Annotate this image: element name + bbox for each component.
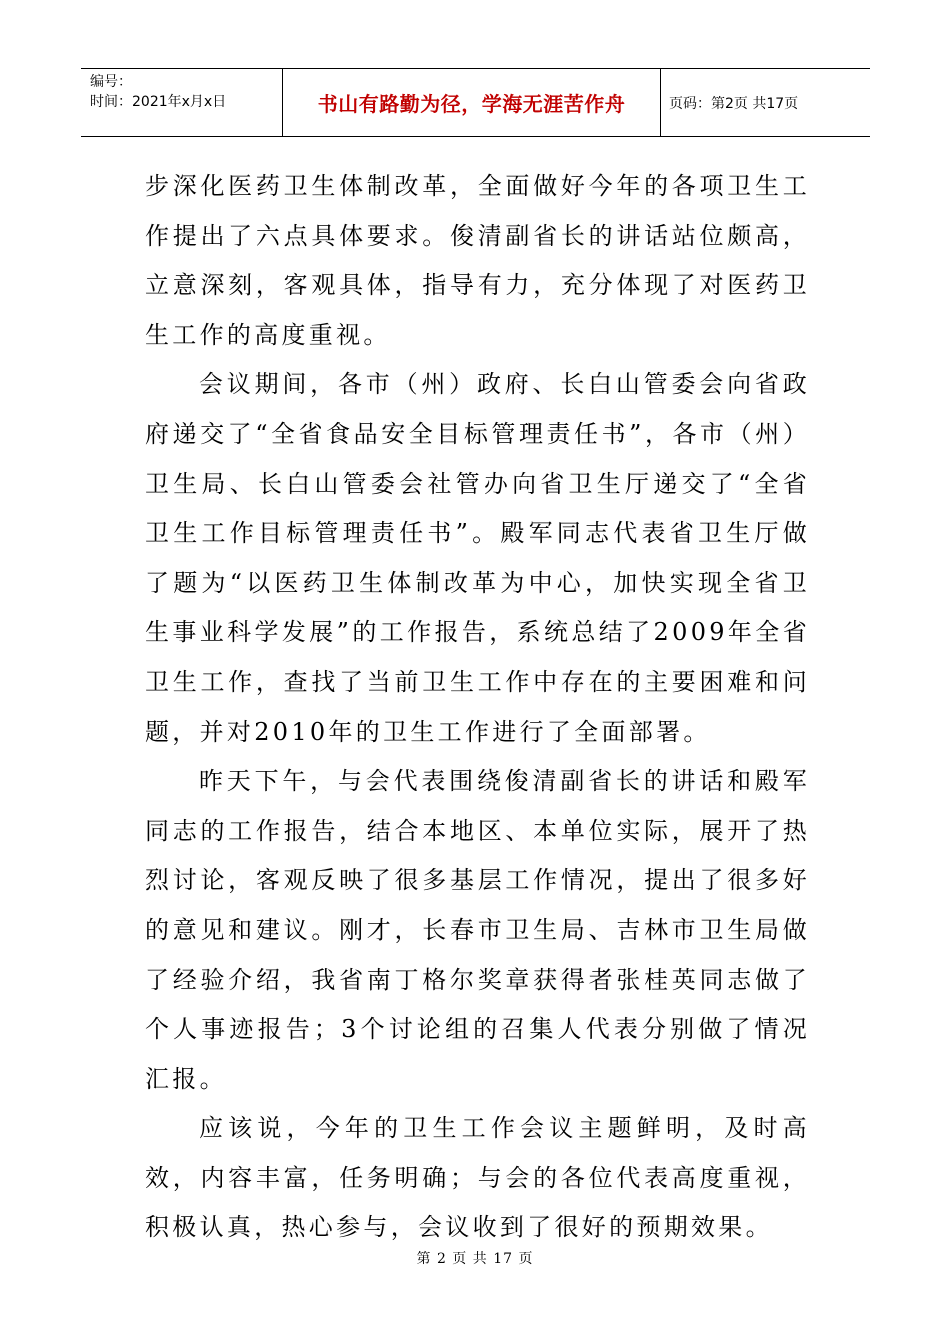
body-paragraph: 步深化医药卫生体制改革，全面做好今年的各项卫生工作提出了六点具体要求。俊清副省长的讲话站位颇高，立意深刻，客观具体，指导有力，充分体现了对医药卫生工作的高度重视。 bbox=[145, 172, 810, 349]
header-page-info-cell bbox=[661, 69, 870, 136]
header-motto: 书山有路勤为径，学海无涯苦作舟 bbox=[317, 92, 626, 116]
serial-number-label: 编号： bbox=[90, 74, 132, 90]
body-paragraph: 会议期间，各市（州）政府、长白山管委会向省政府递交了“全省食品安全目标管理责任书”，各市（州）卫生局、长白山管委会社管办向省卫生厅递交了“全省卫生工作目标管理责任书”。殿军同志代表省卫生厅做了题为“以医药卫生体制改革为中心，加快实现全省卫生事业科学发展”的工作报告，系统总结了2009年全省卫生工作，查找了当前卫生工作中存在的主要困难和问题，并对2010年的卫生工作进行了全面部署。 bbox=[145, 370, 810, 746]
header-motto-cell bbox=[283, 69, 661, 136]
header-meta bbox=[81, 69, 283, 136]
body-paragraph: 昨天下午，与会代表围绕俊清副省长的讲话和殿军同志的工作报告，结合本地区、本单位实际，展开了热烈讨论，客观反映了很多基层工作情况，提出了很多好的意见和建议。刚才，长春市卫生局、吉林市卫生局做了经验介绍，我省南丁格尔奖章获得者张桂英同志做了个人事迹报告；3个讨论组的召集人代表分别做了情况汇报。 bbox=[145, 767, 810, 1093]
page-footer: 第 2 页 共 17 页 bbox=[416, 1251, 534, 1267]
date-label: 时间：2021年x月x日 bbox=[90, 94, 227, 110]
header-page-info: 页码：第2页 共17页 bbox=[669, 95, 799, 112]
body-paragraph: 应该说，今年的卫生工作会议主题鲜明，及时高效，内容丰富，任务明确；与会的各位代表高度重视，积极认真，热心参与，会议收到了很好的预期效果。 bbox=[145, 1114, 810, 1242]
document-body bbox=[145, 162, 810, 1253]
document-header bbox=[81, 68, 870, 137]
